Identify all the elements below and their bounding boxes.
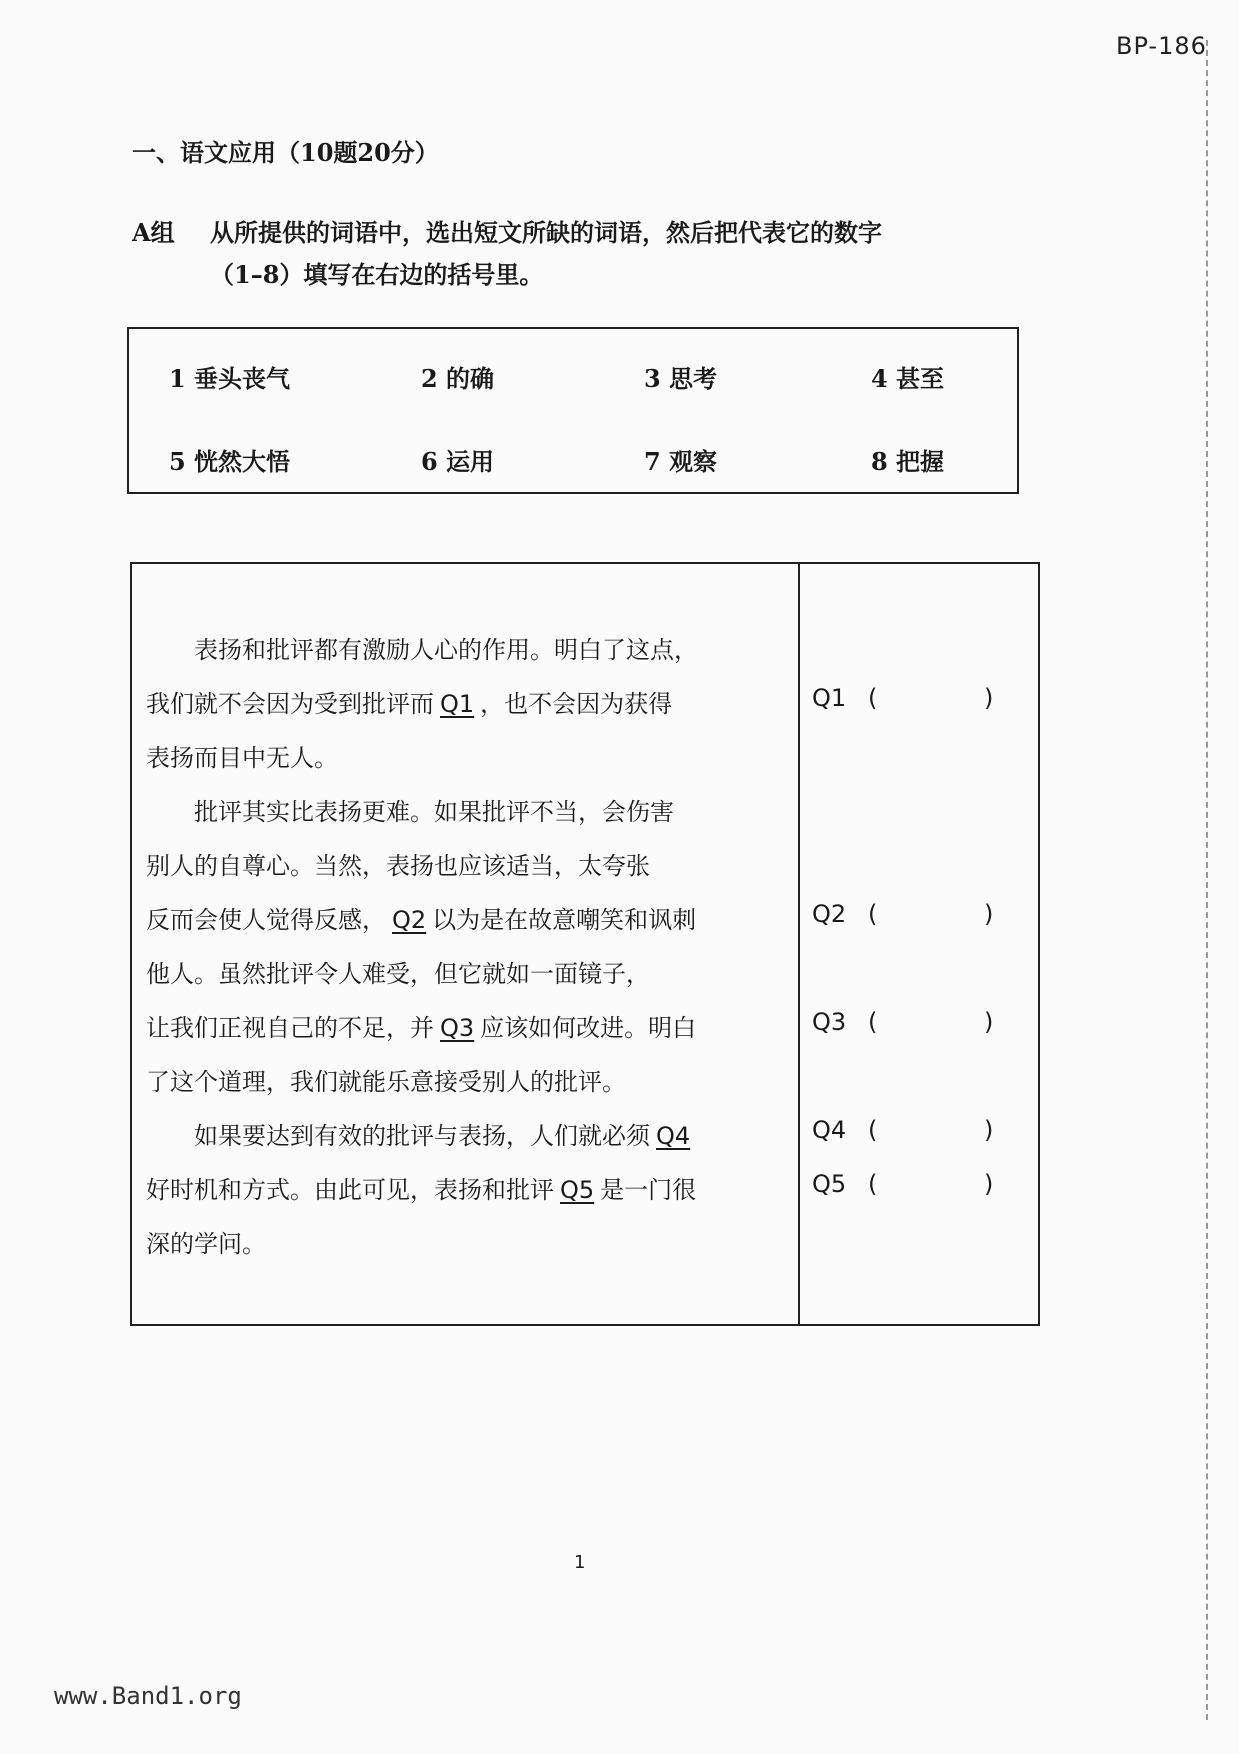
passage-line: 别人的自尊心。当然，表扬也应该适当，太夸张 bbox=[146, 852, 650, 880]
answer-slot-q2[interactable]: Q2 ( ) bbox=[812, 900, 994, 928]
blank-q1: Q1 bbox=[440, 690, 475, 718]
blank-q3: Q3 bbox=[440, 1014, 475, 1042]
word-option: 3 思考 bbox=[644, 364, 718, 393]
group-label: A组 bbox=[132, 218, 175, 247]
instruction-line-2: （1–8）填写在右边的括号里。 bbox=[210, 260, 544, 289]
passage-box bbox=[130, 562, 1040, 1326]
blank-q5: Q5 bbox=[560, 1176, 595, 1204]
word-option: 8 把握 bbox=[871, 447, 945, 476]
footer-url: www.Band1.org bbox=[54, 1682, 242, 1710]
passage-line: 如果要达到有效的批评与表扬，人们就必须 Q4 bbox=[194, 1116, 696, 1151]
answer-slot-q4[interactable]: Q4 ( ) bbox=[812, 1116, 994, 1144]
section-title: 一、语文应用（10题20分） bbox=[132, 138, 439, 167]
word-option: 4 甚至 bbox=[871, 364, 945, 393]
passage-line: 他人。虽然批评令人难受，但它就如一面镜子， bbox=[146, 960, 650, 988]
passage-line: 反而会使人觉得反感， Q2 以为是在故意嘲笑和讽刺 bbox=[146, 906, 697, 934]
passage-line: 批评其实比表扬更难。如果批评不当，会伤害 bbox=[194, 798, 674, 826]
answer-slot-q3[interactable]: Q3 ( ) bbox=[812, 1008, 994, 1036]
document-code: BP-186 bbox=[1116, 32, 1207, 60]
word-option: 6 运用 bbox=[421, 447, 495, 476]
word-option: 5 恍然大悟 bbox=[169, 447, 291, 476]
blank-q4: Q4 bbox=[656, 1122, 691, 1150]
blank-q2: Q2 bbox=[392, 906, 427, 934]
instruction-line-1: 从所提供的词语中，选出短文所缺的词语，然后把代表它的数字 bbox=[210, 218, 882, 247]
scan-edge-line bbox=[1206, 40, 1208, 1720]
passage-line: 表扬而目中无人。 bbox=[146, 744, 338, 772]
word-bank-box bbox=[127, 327, 1019, 494]
column-divider bbox=[798, 564, 800, 1324]
instruction bbox=[132, 212, 882, 296]
answer-slot-q1[interactable]: Q1 ( ) bbox=[812, 684, 994, 712]
passage-line: 表扬和批评都有激励人心的作用。明白了这点， bbox=[194, 636, 698, 664]
word-option: 2 的确 bbox=[421, 364, 495, 393]
answer-slot-q5[interactable]: Q5 ( ) bbox=[812, 1170, 994, 1198]
passage-line: 让我们正视自己的不足，并 Q3 应该如何改进。明白 bbox=[146, 1014, 697, 1042]
passage-line: 我们就不会因为受到批评而 Q1 ，也不会因为获得 bbox=[146, 690, 673, 718]
word-option: 1 垂头丧气 bbox=[169, 364, 291, 393]
word-option: 7 观察 bbox=[644, 447, 718, 476]
passage-line: 好时机和方式。由此可见，表扬和批评 Q5 是一门很 bbox=[146, 1176, 697, 1204]
page-number: 1 bbox=[574, 1552, 586, 1573]
passage-line: 深的学问。 bbox=[146, 1230, 266, 1258]
passage-line: 了这个道理，我们就能乐意接受别人的批评。 bbox=[146, 1068, 626, 1096]
